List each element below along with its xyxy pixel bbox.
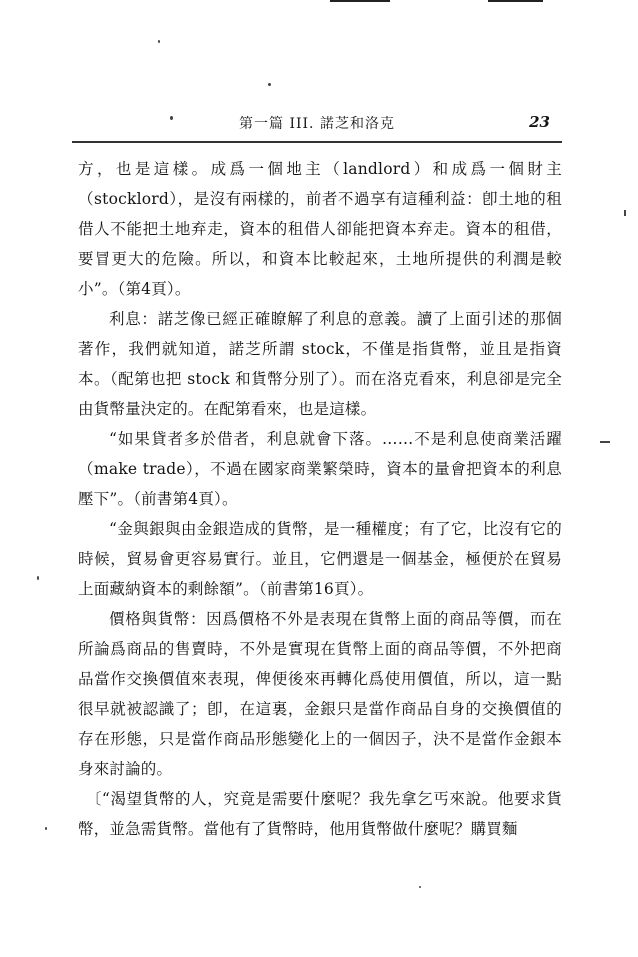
- body-text: [78, 154, 562, 844]
- paragraph: 方，也是這樣。成爲一個地主（landlord）和成爲一個財主（stocklord），是沒有兩樣的，前者不過享有這種利益：卽土地的租借人不能把土地弃走，資本的租借人卻能把資本弃走。資本的租借，要冒更大的危險。所以，和資本比較起來，土地所提供的利潤是較小”。（第4頁）。: [78, 160, 562, 298]
- scan-speck: [45, 827, 47, 830]
- page-number: 23: [529, 113, 550, 131]
- running-title: 第一篇 III. 諾芝和洛克: [239, 116, 395, 132]
- scan-speck: [158, 40, 160, 43]
- paragraph: 價格與貨幣：因爲價格不外是表現在貨幣上面的商品等價，而在所論爲商品的售賣時，不外是實現在貨幣上面的商品等價，不外把商品當作交換價值來表現，俾便後來再轉化爲使用價值，所以，這一點很早就被認識了；卽，在這裏，金銀只是當作商品自身的交換價值的存在形態，只是當作商品形態變化上的一個因子，決不是當作金銀本身來討論的。: [78, 610, 562, 778]
- scan-speck: [600, 441, 610, 443]
- scan-speck: [37, 576, 39, 580]
- paragraph: “金與銀與由金銀造成的貨幣，是一種權度；有了它，比沒有它的時候，貿易會更容易實行。並且，它們還是一個基金，極便於在貿易上面藏納資本的剩餘額”。（前書第16頁）。: [78, 520, 562, 598]
- scan-speck: [170, 116, 173, 120]
- scan-speck: [419, 886, 421, 888]
- top-edge-rule: [488, 0, 543, 2]
- page-header: [72, 113, 562, 137]
- top-edge-rule: [330, 0, 390, 2]
- paragraph: 利息：諾芝像已經正確瞭解了利息的意義。讀了上面引述的那個著作，我們就知道，諾芝所謂 stock，不僅是指貨幣，並且是指資本。（配第也把 stock 和貨幣分別了）。而在洛克看來，利息卻是完全由貨幣量決定的。在配第看來，也是這樣。: [78, 310, 562, 418]
- scan-speck: [268, 83, 271, 86]
- scan-speck: [624, 210, 626, 216]
- paragraph: “如果貸者多於借者，利息就會下落。……不是利息使商業活躍（make trade），不過在國家商業繁榮時，資本的量會把資本的利息壓下”。（前書第4頁）。: [78, 430, 562, 508]
- paragraph: 〔“渴望貨幣的人，究竟是需要什麼呢？我先拿乞丐來說。他要求貨幣，並急需貨幣。當他有了貨幣時，他用貨幣做什麼呢？購買麵: [78, 790, 562, 838]
- header-rule: [72, 141, 562, 143]
